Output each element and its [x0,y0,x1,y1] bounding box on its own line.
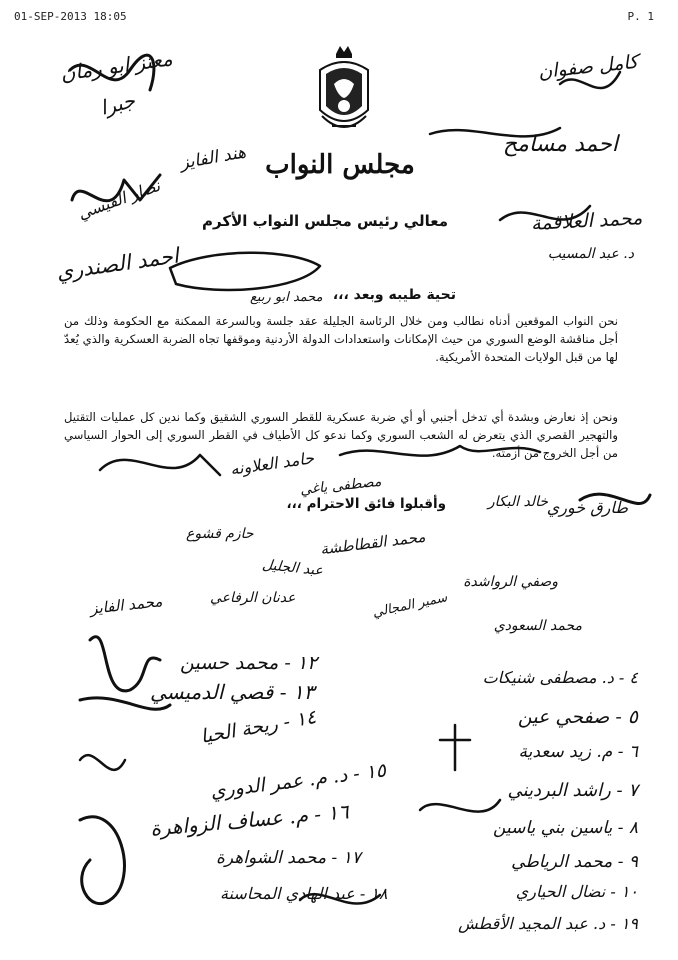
name-label: ياسين بني ياسين [493,818,613,838]
handwritten-name: طارق خوري [546,498,628,517]
numbered-name: ٨ - ياسين بني ياسين [493,818,638,838]
handwritten-name: خالد البكار [487,494,548,510]
numbered-name: ١٦ - م. عساف الزواهرة [149,799,350,841]
handwritten-name: عدنان الرفاعي [210,590,296,606]
number-label: ٦ [628,742,638,762]
number-label: ١٩ [620,914,638,933]
handwritten-name: حامد العلاونه [229,448,316,479]
number-label: ١٥ [364,759,388,784]
handwritten-name: جبرا [97,88,138,120]
closing-line: وأقبلوا فائق الاحترام ،،، [286,496,446,512]
handwritten-name: محمد ابو ربيع [250,290,323,305]
number-label: ١٠ [620,882,638,901]
number-label: ١٢ [296,652,318,674]
name-label: محمد حسين [180,652,279,674]
letterhead-title: مجلس النواب [265,150,415,180]
handwritten-name: نصار القيسي [75,175,163,224]
name-label: قصي الدميسي [150,680,274,704]
number-label: ١٨ [370,884,388,903]
signature-scrawl [80,755,125,770]
fax-date-time: 01-SEP-2013 18:05 [14,10,127,23]
handwritten-name: محمد السعودي [493,618,582,634]
number-label: ٩ [628,852,638,872]
handwritten-name: محمد القطاطشة [319,527,427,559]
handwritten-name: احمد مسامح [502,132,618,157]
number-label: ٨ [628,818,638,838]
handwritten-name: مصطفى ياغي [299,473,383,499]
body-paragraph-1: نحن النواب الموقعين أدناه نطالب ومن خلال الرئاسة الجليلة عقد جلسة وبالسرعة الممكنة مع الحكومة وذلك من أجل مناقشة الوضع السوري من حيث الإمكانات واستعدادات الدولة الأردنية وموقفها تجاه الضربة العسكرية والذي يُعدّ لها من قبل الولايات المتحدة الأمريكية. [64,314,618,364]
name-label: نضال الحياري [515,882,606,901]
number-label: ٤ [629,668,638,687]
fax-header [0,10,678,28]
number-label: ٧ [628,780,638,801]
name-label: د. مصطفى شنيكات [482,668,614,687]
name-label: محمد الشواهرة [216,848,327,868]
numbered-name: ١٢ - محمد حسين [180,652,318,674]
handwritten-name: د. عبد المسيب [547,246,634,262]
numbered-name: ٧ - راشد البرديني [507,780,638,801]
fax-page-number: P. 1 [627,10,654,23]
signature-scrawl [420,800,500,812]
handwritten-name: معتز ابو رمان [58,46,174,86]
number-label: ١٣ [292,680,315,704]
number-label: ٥ [627,706,638,728]
handwritten-name: هند الفايز [178,142,248,174]
numbered-name: ٦ - م. زيد سعدية [518,742,638,762]
name-label: م. عساف الزواهرة [149,802,309,841]
handwritten-name: محمد العلاقمة [530,207,643,235]
handwritten-name: سمير المجالي [371,590,449,621]
body-paragraph-2: ونحن إذ نعارض وبشدة أي تدخل أجنبي أو أي ضربة عسكرية للقطر السوري الشقيق وكما ندين كل عمليات التقتيل والتهجير القصري الذي يتعرض له الشعب السوري وكما ندعو كل الأطياف في القطر السوري إلى الحوار السياسي من أجل الخروج من أزمته. [64,410,618,460]
name-label: د. عبد المجيد الأقطش [458,914,606,933]
name-label: ريحة الحيا [198,712,280,748]
addressee-line: معالي رئيس مجلس النواب الأكرم [202,212,448,230]
handwritten-name: كامل صفوان [536,50,639,84]
numbered-name: ١٣ - قصي الدميسي [150,680,315,704]
handwritten-name: عبد الجليل [261,556,324,580]
numbered-name: ١٧ - محمد الشواهرة [216,848,361,868]
name-label: د. م. عمر الدوري [209,764,349,803]
name-label: راشد البرديني [507,780,611,801]
name-label: م. زيد سعدية [518,742,613,762]
name-label: عبد الهادي المحاسنة [220,884,355,903]
numbered-name: ٥ - صفحي عين [517,706,638,728]
number-label: ١٦ [326,799,350,826]
greeting-line: تحية طيبه وبعد ،،، [332,287,456,303]
signature-scrawl [80,817,124,904]
numbered-name: ١٨ - عبد الهادي المحاسنة [220,884,388,903]
numbered-name: ١٥ - د. م. عمر الدوري [209,759,388,803]
number-label: ١٧ [342,848,361,868]
numbered-name: ١٤ - ريحة الحيا [198,706,318,748]
handwritten-name: احمد الصندري [54,243,181,285]
numbered-name: ٤ - د. مصطفى شنيكات [482,668,638,687]
numbered-name: ١٩ - د. عبد المجيد الأقطش [458,914,638,933]
numbered-name: ١٠ - نضال الحياري [515,882,638,901]
name-label: صفحي عين [517,706,610,728]
handwritten-name: حازم قشوع [186,526,254,542]
signature-scrawl [170,253,320,290]
number-label: ١٤ [293,706,318,732]
name-label: محمد الرياطي [511,852,613,872]
handwritten-name: وصفي الرواشدة [463,574,558,590]
handwritten-name: محمد الفايز [89,592,164,618]
coat-of-arms-emblem [312,40,376,140]
signature-scrawl [440,725,470,770]
numbered-name: ٩ - محمد الرياطي [511,852,638,872]
